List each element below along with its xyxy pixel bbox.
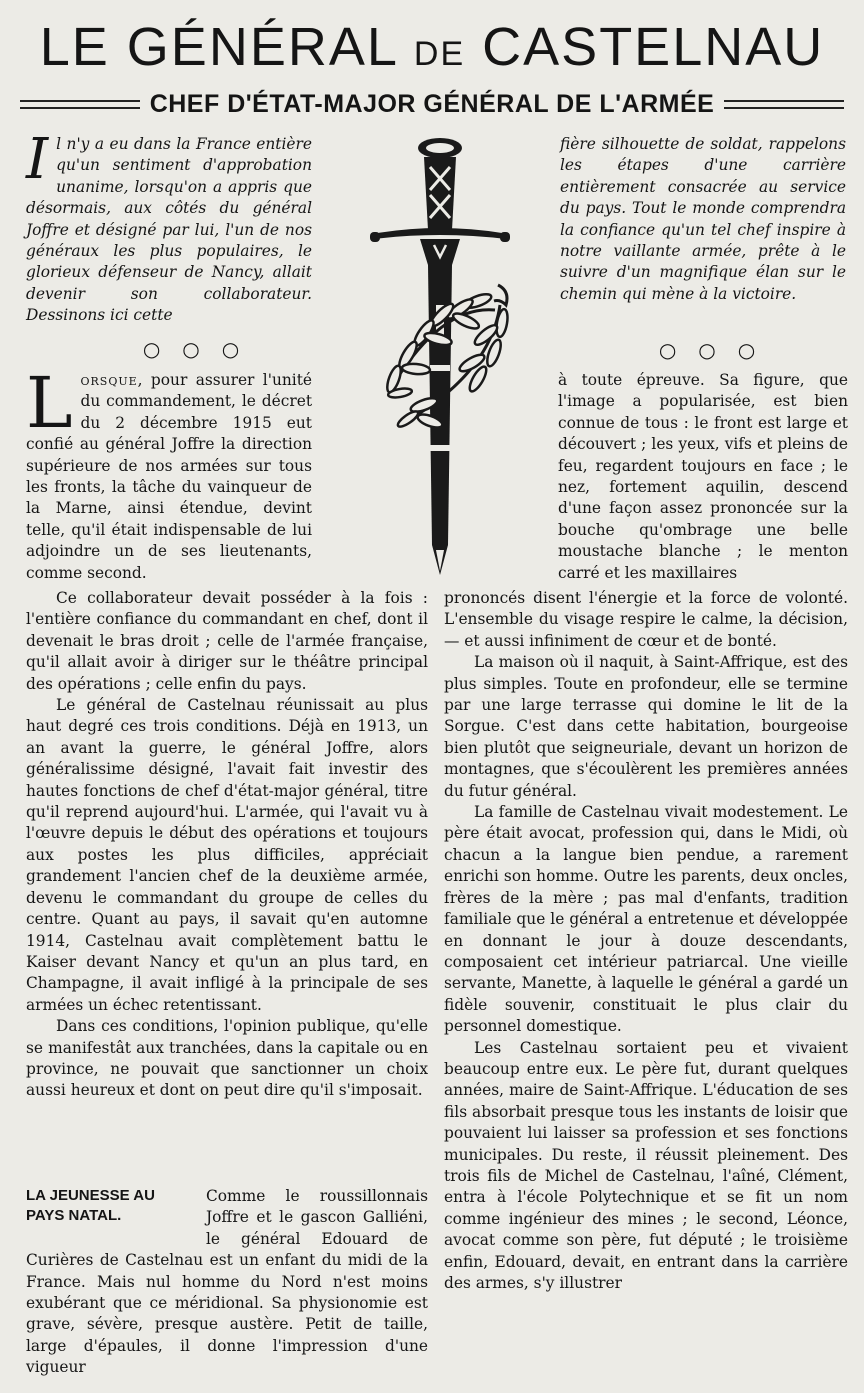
main-left-column-bottom bbox=[26, 588, 428, 1102]
title-particle: DE bbox=[413, 35, 466, 73]
paragraph-1 bbox=[26, 362, 312, 584]
lead-smallcaps: orsque bbox=[80, 371, 138, 389]
subtitle-row bbox=[20, 84, 844, 124]
paragraph-r3: La maison où il naquit, à Saint-Affrique, est des plus simples. Toute en profondeur, elle se termine par une large terrasse qui domine le lit de la Sorgue. C'est dans cette habitation, bourgeoise bien plutôt que seigneuriale, devant un horizon de montagnes, que s'écoulèrent les premières années du futur général. bbox=[444, 653, 848, 800]
paragraph-r1: à toute épreuve. Sa figure, que l'image a popularisée, est bien connue de tous : le front est large et découvert ; les yeux, vifs et pleins de feu, regardent toujours en face ; le nez, fortement aquilin, descend d'une façon assez prononcée sur la bouche qu'ombrage une belle moustache blanche ; le menton carré et les maxillaires bbox=[558, 371, 848, 582]
ornament-circles-left: ○○○ bbox=[142, 337, 262, 361]
main-right-column-top bbox=[558, 370, 848, 584]
main-left-column-top bbox=[26, 362, 312, 584]
left-double-rule bbox=[20, 100, 140, 109]
section-heading-youth: LA JEUNESSE AU PAYS NATAL. bbox=[26, 1187, 155, 1224]
ornament-circles-right: ○○○ bbox=[658, 338, 778, 362]
right-double-rule bbox=[724, 100, 844, 109]
intro-left-column bbox=[26, 127, 312, 327]
sword-with-laurel-wreath-icon bbox=[360, 135, 520, 580]
paragraph-4: Dans ces conditions, l'opinion publique, qu'elle se manifestât aux tranchées, dans la capitale ou en province, ne pouvait que sanctionner un choix aussi heureux et dont on peut dire qu'il s'imposait. bbox=[26, 1017, 428, 1100]
title-main: LE GÉNÉRAL bbox=[39, 17, 397, 77]
paragraph-2: Ce collaborateur devait posséder à la fois : l'entière confiance du commandant en chef, dont il devenait le bras droit ; celle de l'armée française, qu'il allait avoir à diriger sur le théâtre principal des opérations ; celle enfin du pays. bbox=[26, 589, 428, 693]
page-title bbox=[0, 16, 864, 85]
main-right-column-bottom bbox=[444, 588, 848, 1294]
paragraph-r5: Les Castelnau sortaient peu et vivaient beaucoup entre eux. Le père fut, durant quelques années, maire de Saint-Affrique. L'éducation de ses fils absorbait presque tous les instants de loisir que pouvaient lui laisser sa profession et ses fonctions municipales. Du reste, il réussit pleinement. Des trois fils de Michel de Castelnau, l'aîné, Clément, entra à l'école Polytechnique et se fit un nom comme ingénieur des mines ; le second, Léonce, avocat comme son père, fut député ; le troisième enfin, Edouard, devait, en entrant dans la carrière des armes, s'y illustrer bbox=[444, 1038, 848, 1292]
paragraph-r2: prononcés disent l'énergie et la force de volonté. L'ensemble du visage respire le calme, la décision, — et aussi infiniment de cœur et de bonté. bbox=[444, 589, 848, 650]
paragraph-r4: La famille de Castelnau vivait modestement. Le père était avocat, profession qui, dans le Midi, où chacun a la langue bien pendue, a rarement enrichi son homme. Outre les parents, deux oncles, frères de la mère ; pas mal d'enfants, tradition familiale que le général a entretenue et développée en donnant le jour à douze descendants, composaient cet intérieur patriarcal. Une vieille servante, Manette, à laquelle le général a gardé un fidèle souvenir, constituait le plus clair du personnel domestique. bbox=[444, 803, 848, 1036]
subtitle: CHEF D'ÉTAT-MAJOR GÉNÉRAL DE L'ARMÉE bbox=[149, 89, 715, 118]
intro-left-body: l n'y a eu dans la France entière qu'un sentiment d'approbation unanime, lorsqu'on a appris que désormais, aux côtés du général Joffre et désigné par lui, l'un de nos généraux les plus populaires, le glorieux défenseur de Nancy, allait devenir son collaborateur. Dessinons ici cette bbox=[26, 135, 312, 325]
intro-dropcap: I bbox=[26, 127, 49, 192]
youth-section bbox=[26, 1186, 428, 1379]
main-dropcap: L bbox=[26, 362, 73, 444]
paragraph-1-body: , pour assurer l'unité du commandement, le décret du 2 décembre 1915 eut confié au général Joffre la direction supérieure de nos armées sur tous les fronts, la tâche du vainqueur de la Marne, ainsi étendue, devint telle, qu'il était indispensable de lui adjoindre un de ses lieutenants, comme second. bbox=[26, 371, 312, 582]
title-name: CASTELNAU bbox=[482, 17, 825, 77]
intro-left-text bbox=[26, 127, 312, 327]
intro-right-text: fière silhouette de soldat, rappelons les étapes d'une carrière entièrement consacrée au service du pays. Tout le monde comprendra la confiance qu'un tel chef inspire à notre vaillante armée, prête à le suivre d'un magnifique élan sur le chemin qui mène à la victoire. bbox=[560, 135, 846, 303]
paragraph-5: Comme le roussillonnais Joffre et le gascon Galliéni, le général Edouard de Curières de Castelnau est un enfant du midi de la France. Mais nul homme du Nord n'est moins exubérant que ce méridional. Sa physionomie est grave, sévère, presque austère. Petit de taille, large d'épaules, il donne l'impression d'une vigueur bbox=[26, 1187, 428, 1377]
intro-right-column bbox=[560, 134, 846, 305]
paragraph-3: Le général de Castelnau réunissait au plus haut degré ces trois conditions. Déjà en 1913, un an avant la guerre, le général Joffre, alors généralissime désigné, l'avait fait investir des hautes fonctions de chef d'état-major général, titre qu'il reprend aujourd'hui. L'armée, qui l'avait vu à l'œuvre depuis le début des opérations et toujours aux postes les plus difficiles, appréciait grandement l'ancien chef de la deuxième armée, devenu le commandant du groupe de celles du centre. Quant au pays, il savait qu'en automne 1914, Castelnau avait complètement battu le Kaiser devant Nancy et qu'un an plus tard, en Champagne, il avait infligé à la principale de ses armées un échec retentissant. bbox=[26, 696, 428, 1014]
